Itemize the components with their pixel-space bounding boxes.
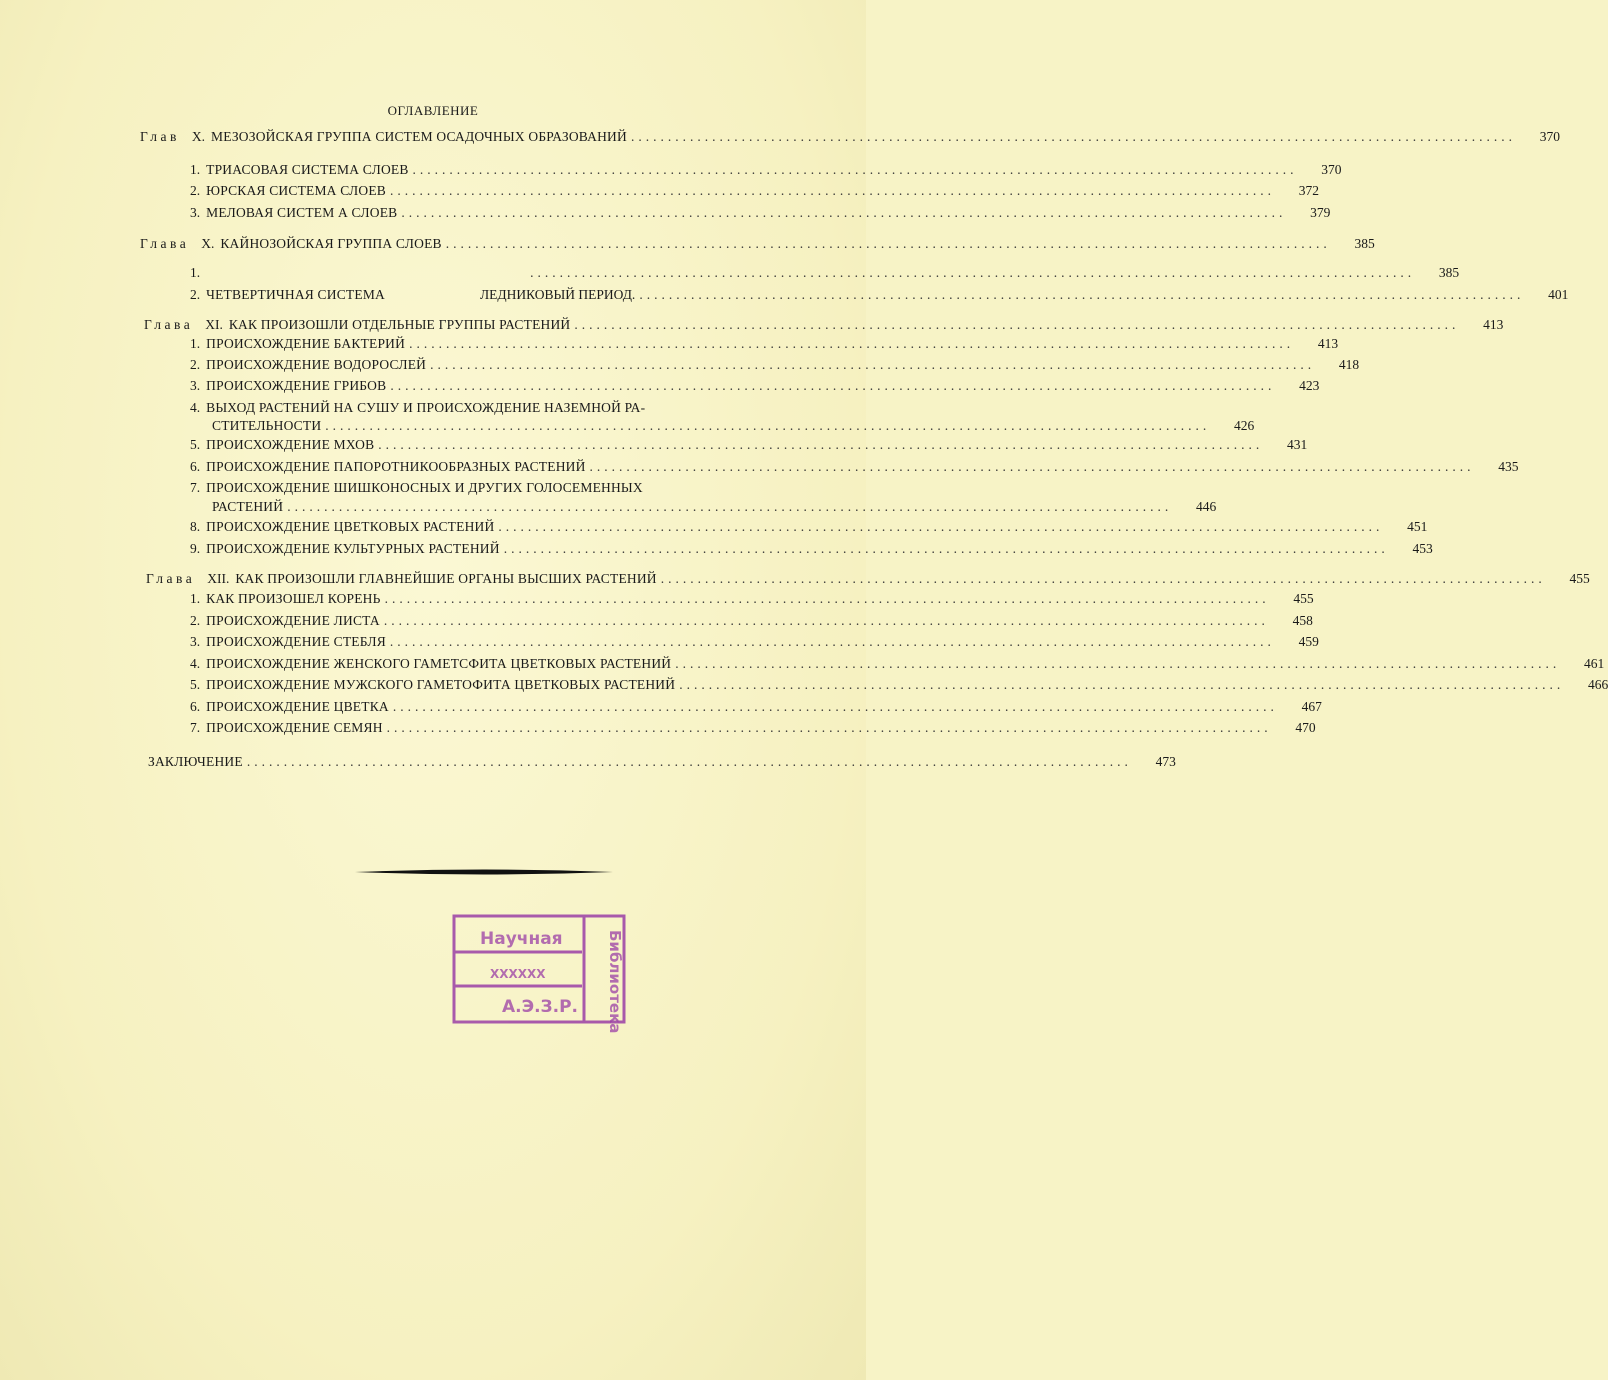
- entry-title: ЗАКЛЮЧЕНИЕ: [148, 754, 243, 769]
- entry-title: ПРОИСХОЖДЕНИЕ МХОВ: [206, 437, 375, 452]
- library-stamp: [432, 912, 628, 1034]
- page-number: 470: [1295, 720, 1316, 735]
- page-number: 461: [1583, 656, 1605, 671]
- entry-title: ПРОИСХОЖДЕНИЕ БАКТЕРИЙ: [206, 336, 406, 351]
- leader-dots: ........................................................................................................................: [386, 720, 1272, 735]
- page-number: 467: [1301, 699, 1322, 714]
- leader-dots: ........................................................................................................................: [378, 437, 1264, 452]
- stamp-line-4: Библиотека: [606, 930, 624, 1034]
- leader-dots: ........................................................................................................................: [445, 236, 1331, 251]
- leader-dots: ........................................................................................................................: [392, 699, 1278, 714]
- entry-title: ПРОИСХОЖДЕНИЕ ШИШКОНОСНЫХ И ДРУГИХ ГОЛОСЕМЕННЫХ: [206, 480, 643, 495]
- leader-dots: ........................................................................................................................: [390, 183, 1276, 198]
- toc-entry-row[interactable]: [190, 697, 1322, 717]
- page-number: 423: [1299, 378, 1320, 393]
- entry-number: 4.: [190, 656, 201, 671]
- entry-number: 1.: [190, 265, 201, 280]
- page-number: 455: [1569, 571, 1590, 586]
- page-number: 435: [1498, 459, 1519, 474]
- leader-dots: ........................................................................................................................: [430, 357, 1316, 372]
- entry-title: ПРОИСХОЖДЕНИЕ СТЕБЛЯ: [206, 634, 386, 649]
- entry-number: 5.: [190, 437, 201, 452]
- leader-dots: ........................................................................................................................: [660, 571, 1546, 586]
- page-number: 385: [1354, 236, 1375, 251]
- toc-entry-row[interactable]: [190, 718, 1316, 738]
- toc-entry-row[interactable]: [190, 478, 812, 498]
- toc-entry-row[interactable]: [190, 457, 1519, 477]
- leader-dots: ........................................................................................................................: [675, 656, 1561, 671]
- entry-title: ПРОИСХОЖДЕНИЕ ГРИБОВ: [206, 378, 387, 393]
- page-number: 418: [1338, 357, 1360, 372]
- page-number: 379: [1310, 205, 1331, 220]
- entry-title: ПРОИСХОЖДЕНИЕ МУЖСКОГО ГАМЕТОФИТА ЦВЕТКОВЫХ РАСТЕНИЙ: [206, 677, 676, 692]
- leader-dots: ........................................................................................................................: [412, 162, 1298, 177]
- page-number: 413: [1483, 317, 1504, 332]
- toc-entry-row[interactable]: [190, 654, 1605, 674]
- toc-chapter-row[interactable]: [140, 234, 1375, 254]
- entry-title-part-2: ЛЕДНИКОВЫЙ ПЕРИОД.: [479, 287, 636, 302]
- chapter-prefix: Глав: [140, 129, 180, 144]
- chapter-number: X.: [201, 236, 215, 251]
- entry-number: 2.: [190, 183, 201, 198]
- stamp-line-2: ХХХХХХ: [490, 967, 546, 981]
- toc-entry-row[interactable]: [190, 263, 1460, 283]
- toc-entry-row[interactable]: [190, 203, 1331, 223]
- toc-chapter-row[interactable]: [146, 569, 1590, 589]
- entry-title: ТРИАСОВАЯ СИСТЕМА СЛОЕВ: [206, 162, 409, 177]
- page-number: 473: [1155, 754, 1176, 769]
- page-number: 401: [1548, 287, 1569, 302]
- entry-number: 3.: [190, 205, 201, 220]
- entry-title: ЧЕТВЕРТИЧНАЯ СИСТЕМА: [206, 287, 385, 302]
- chapter-title: КАК ПРОИЗОШЛИ ГЛАВНЕЙШИЕ ОРГАНЫ ВЫСШИХ РАСТЕНИЙ: [235, 571, 657, 586]
- toc-chapter-row[interactable]: [140, 127, 1560, 147]
- leader-dots: ........................................................................................................................: [384, 591, 1270, 606]
- entry-title: ВЫХОД РАСТЕНИЙ НА СУШУ И ПРОИСХОЖДЕНИЕ НАЗЕМНОЙ РА-: [206, 400, 646, 415]
- entry-number: 3.: [190, 378, 201, 393]
- entry-number: 2.: [190, 357, 201, 372]
- page-number: 455: [1293, 591, 1314, 606]
- page-number: 370: [1321, 162, 1342, 177]
- entry-number: 4.: [190, 400, 201, 415]
- toc-entry-row[interactable]: [190, 376, 1320, 396]
- entry-number: 2.: [190, 613, 201, 628]
- page-number: 372: [1298, 183, 1320, 198]
- toc-entry-continuation[interactable]: [212, 416, 1255, 436]
- entry-number: 9.: [190, 541, 201, 556]
- toc-entry-row[interactable]: [190, 285, 1569, 305]
- toc-entry-row[interactable]: [190, 539, 1433, 559]
- entry-number: 2.: [190, 287, 201, 302]
- entry-title: ПРОИСХОЖДЕНИЕ ВОДОРОСЛЕЙ: [206, 357, 427, 372]
- toc-entry-row[interactable]: [190, 611, 1313, 631]
- chapter-number: X.: [191, 129, 206, 144]
- leader-dots: ........................................................................................................................: [401, 205, 1287, 220]
- entry-title-continuation: РАСТЕНИЙ: [212, 499, 284, 514]
- entry-title: ПРОИСХОЖДЕНИЕ ЦВЕТКОВЫХ РАСТЕНИЙ: [206, 519, 495, 534]
- entry-number: 7.: [190, 480, 201, 495]
- page-number: 370: [1539, 129, 1560, 144]
- entry-number: 6.: [190, 459, 201, 474]
- leader-dots: ........................................................................................................................: [246, 754, 1132, 769]
- entry-number: 1.: [190, 336, 201, 351]
- entry-title: КАК ПРОИЗОШЕЛ КОРЕНЬ: [206, 591, 381, 606]
- entry-title: ПРОИСХОЖДЕНИЕ ЛИСТА: [206, 613, 380, 628]
- toc-entry-row[interactable]: [190, 334, 1339, 354]
- leader-dots: ........................................................................................................................: [287, 499, 1173, 514]
- toc-conclusion-row[interactable]: [148, 752, 1176, 772]
- page-number: 413: [1317, 336, 1339, 351]
- entry-title: МЕЛОВАЯ СИСТЕМ А СЛОЕВ: [206, 205, 398, 220]
- entry-number: 3.: [190, 634, 201, 649]
- page-number: 426: [1234, 418, 1255, 433]
- stamp-line-3: А.Э.З.Р.: [502, 997, 579, 1017]
- toc-entry-row[interactable]: [190, 435, 1308, 455]
- page-number: 458: [1292, 613, 1313, 628]
- toc-entry-row[interactable]: [190, 632, 1319, 652]
- leader-dots: ........................................................................................................................: [630, 129, 1516, 144]
- entry-title: ПРОИСХОЖДЕНИЕ ЖЕНСКОГО ГАМЕТСФИТА ЦВЕТКОВЫХ РАСТЕНИЙ: [206, 656, 672, 671]
- leader-dots: ........................................................................................................................: [589, 459, 1475, 474]
- page-number: 431: [1287, 437, 1308, 452]
- toc-entry-row[interactable]: [190, 160, 1342, 180]
- leader-dots: ........................................................................................................................: [639, 287, 1525, 302]
- entry-number: 5.: [190, 677, 201, 692]
- entry-title: ПРОИСХОЖДЕНИЕ СЕМЯН: [206, 720, 383, 735]
- toc-entry-row[interactable]: [190, 355, 1360, 375]
- chapter-title: КАЙНОЗОЙСКАЯ ГРУППА СЛОЕВ: [220, 236, 442, 251]
- leader-dots: ........................................................................................................................: [409, 336, 1295, 351]
- page-number: 451: [1407, 519, 1428, 534]
- entry-number: 1.: [190, 591, 201, 606]
- entry-title: ПРОИСХОЖДЕНИЕ КУЛЬТУРНЫХ РАСТЕНИЙ: [206, 541, 500, 556]
- entry-number: 8.: [190, 519, 201, 534]
- ornament-divider: [355, 868, 613, 876]
- page-number: 446: [1195, 499, 1217, 514]
- chapter-prefix: Глава: [140, 236, 190, 251]
- chapter-prefix: Глава: [144, 317, 194, 332]
- toc-entry-continuation[interactable]: [212, 497, 1217, 517]
- leader-dots: ........................................................................................................................: [390, 378, 1276, 393]
- leader-dots: ........................................................................................................................: [503, 541, 1389, 556]
- leader-dots: ........................................................................................................................: [530, 265, 1416, 280]
- chapter-prefix: Глава: [146, 571, 196, 586]
- entry-title: ПРОИСХОЖДЕНИЕ ПАПОРОТНИКООБРАЗНЫХ РАСТЕНИЙ: [206, 459, 586, 474]
- chapter-title: КАК ПРОИЗОШЛИ ОТДЕЛЬНЫЕ ГРУППЫ РАСТЕНИЙ: [228, 317, 571, 332]
- leader-dots: ........................................................................................................................: [679, 677, 1565, 692]
- leader-dots: ........................................................................................................................: [389, 634, 1275, 649]
- entry-number: 6.: [190, 699, 201, 714]
- toc-entry-row[interactable]: [190, 517, 1428, 537]
- page-number: 453: [1412, 541, 1433, 556]
- chapter-number: XII.: [207, 571, 230, 586]
- leader-dots: ........................................................................................................................: [383, 613, 1269, 628]
- toc-heading: ОГЛАВЛЕНИЕ: [387, 103, 479, 118]
- leader-dots: ........................................................................................................................: [574, 317, 1460, 332]
- chapter-title: МЕЗОЗОЙСКАЯ ГРУППА СИСТЕМ ОСАДОЧНЫХ ОБРАЗОВАНИЙ: [211, 129, 627, 144]
- page-number: 459: [1298, 634, 1319, 649]
- entry-title: ЮРСКАЯ СИСТЕМА СЛОЕВ: [206, 183, 387, 198]
- stamp-line-1: Научная: [480, 929, 563, 949]
- page-number: 385: [1438, 265, 1460, 280]
- entry-title: ПРОИСХОЖДЕНИЕ ЦВЕТКА: [206, 699, 389, 714]
- chapter-number: XI.: [205, 317, 223, 332]
- toc-entry-row[interactable]: [190, 398, 812, 418]
- leader-dots: ........................................................................................................................: [498, 519, 1384, 534]
- entry-title-continuation: СТИТЕЛЬНОСТИ: [212, 418, 322, 433]
- toc-entry-row[interactable]: [190, 675, 1608, 695]
- toc-chapter-row[interactable]: [144, 315, 1504, 335]
- toc-entry-row[interactable]: [190, 589, 1314, 609]
- entry-number: 7.: [190, 720, 201, 735]
- page-number: 466: [1587, 677, 1608, 692]
- toc-entry-row[interactable]: [190, 181, 1320, 201]
- entry-number: 1.: [190, 162, 201, 177]
- leader-dots: ........................................................................................................................: [325, 418, 1211, 433]
